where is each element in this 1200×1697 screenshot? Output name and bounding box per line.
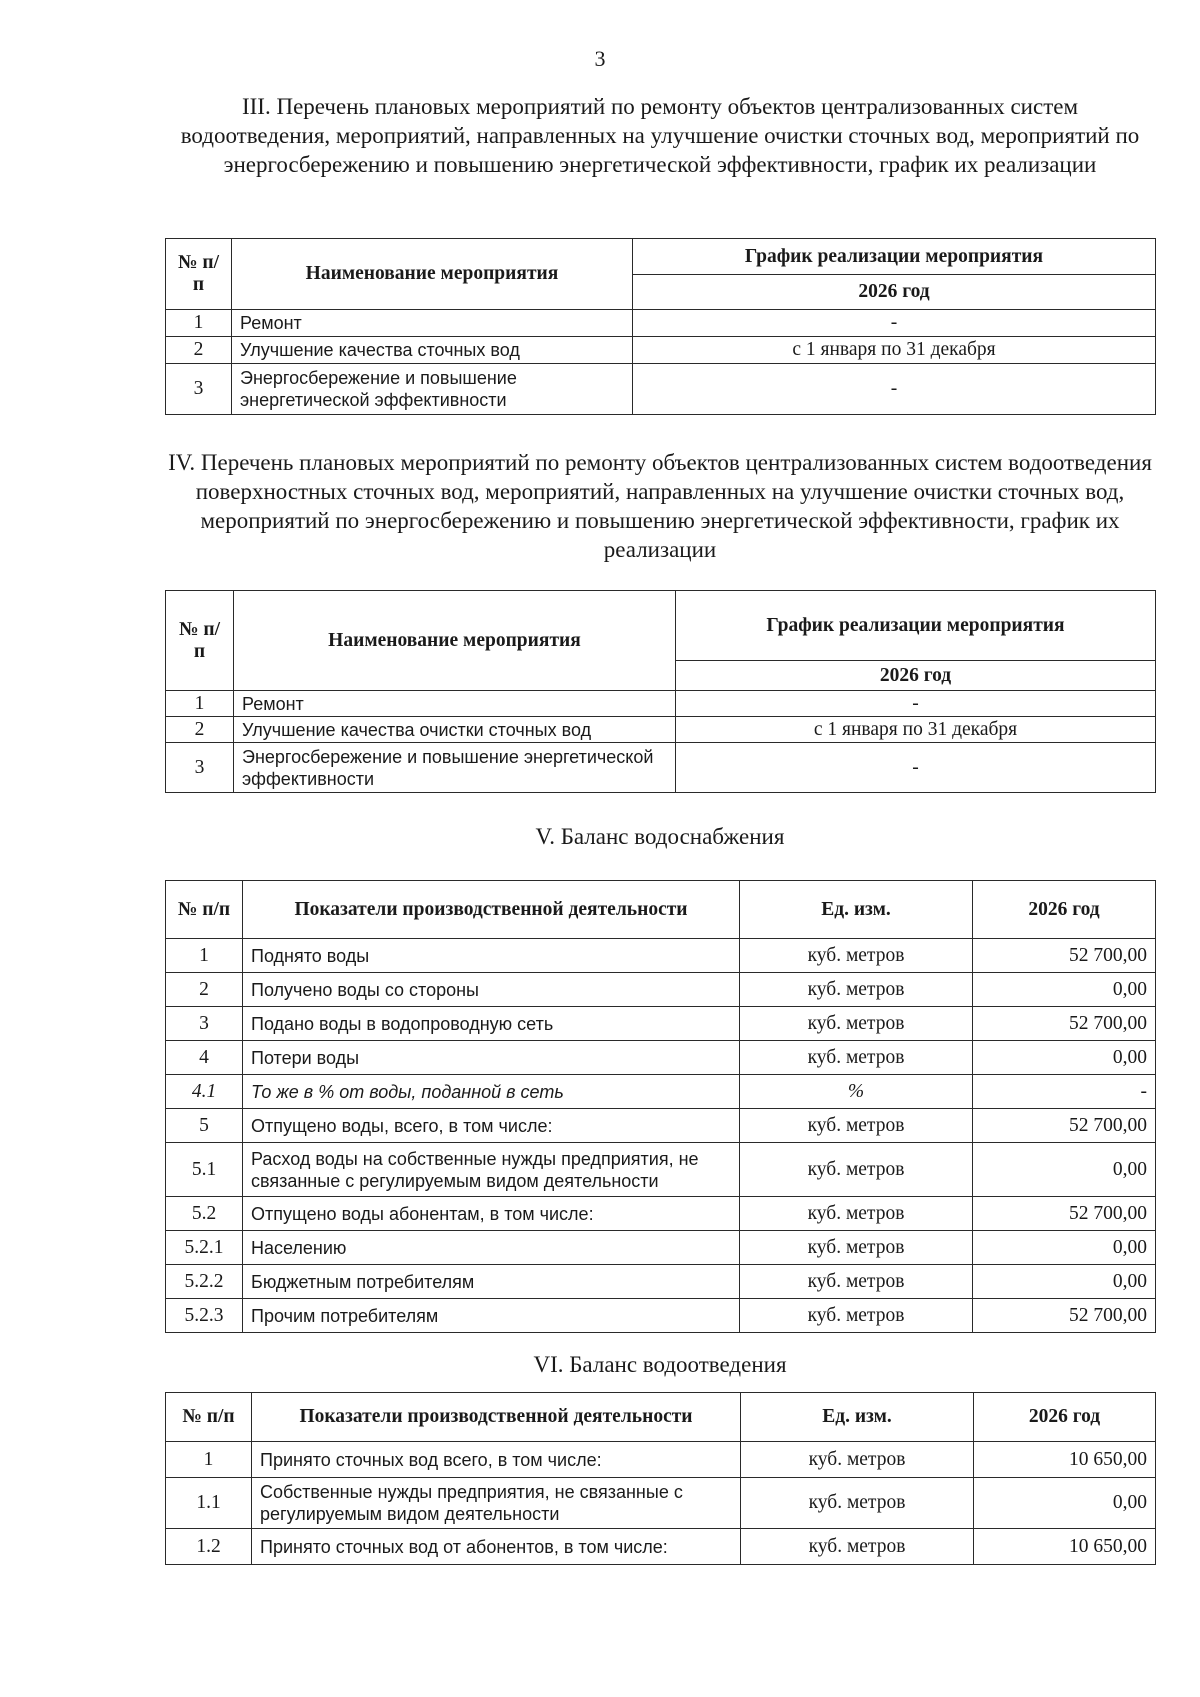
table-row (166, 973, 1156, 1007)
section-3-title: III. Перечень плановых мероприятий по ремонту объектов централизованных систем водоотведения, мероприятий, направленных на улучшение очистки сточных вод, мероприятий по энергосбережению и повышению энергетической эффективности, график их реализации (180, 94, 1140, 177)
header-schedule: График реализации мероприятия (676, 591, 1156, 661)
section-4-table (165, 590, 1156, 793)
row-num: 3 (166, 1007, 243, 1041)
header-indicator: Показатели производственной деятельности (252, 1393, 741, 1442)
row-num: 1 (166, 691, 234, 717)
row-unit: куб. метров (740, 939, 973, 973)
row-name: Бюджетным потребителям (243, 1265, 740, 1299)
header-year: 2026 год (633, 275, 1156, 310)
row-period: с 1 января по 31 декабря (676, 717, 1156, 743)
table-row (166, 1478, 1156, 1529)
table-row (166, 691, 1156, 717)
table-row (166, 1075, 1156, 1109)
table-row (166, 364, 1156, 415)
row-unit: куб. метров (740, 1007, 973, 1041)
table-row (166, 1231, 1156, 1265)
page-number: 3 (594, 46, 606, 71)
row-name: Подано воды в водопроводную сеть (243, 1007, 740, 1041)
row-name: Отпущено воды, всего, в том числе: (243, 1109, 740, 1143)
row-value: 10 650,00 (974, 1442, 1156, 1478)
row-value: 0,00 (973, 1231, 1156, 1265)
row-name: Принято сточных вод от абонентов, в том числе: (252, 1529, 741, 1565)
header-year: 2026 год (973, 881, 1156, 939)
table-row (166, 1143, 1156, 1197)
header-year: 2026 год (974, 1393, 1156, 1442)
row-num: 2 (166, 973, 243, 1007)
row-name: Населению (243, 1231, 740, 1265)
row-name: Принято сточных вод всего, в том числе: (252, 1442, 741, 1478)
row-num: 3 (166, 364, 232, 415)
row-value: 52 700,00 (973, 939, 1156, 973)
row-unit: куб. метров (740, 1041, 973, 1075)
row-value: 0,00 (973, 1041, 1156, 1075)
row-value: 0,00 (973, 1143, 1156, 1197)
table-row (166, 1109, 1156, 1143)
row-num: 5.2.1 (166, 1231, 243, 1265)
row-num: 1.2 (166, 1529, 252, 1565)
row-unit: % (740, 1075, 973, 1109)
row-num: 4.1 (166, 1075, 243, 1109)
table-row (166, 1442, 1156, 1478)
row-name: Прочим потребителям (243, 1299, 740, 1333)
row-name: Поднято воды (243, 939, 740, 973)
row-num: 5.2.2 (166, 1265, 243, 1299)
row-value: 52 700,00 (973, 1109, 1156, 1143)
row-num: 4 (166, 1041, 243, 1075)
table-row (166, 717, 1156, 743)
row-name: Получено воды со стороны (243, 973, 740, 1007)
row-num: 5 (166, 1109, 243, 1143)
table-row (166, 310, 1156, 337)
row-num: 1 (166, 939, 243, 973)
row-unit: куб. метров (740, 973, 973, 1007)
header-name: Наименование мероприятия (232, 239, 633, 310)
row-unit: куб. метров (741, 1478, 974, 1529)
row-name: То же в % от воды, поданной в сеть (243, 1075, 740, 1109)
header-unit: Ед. изм. (741, 1393, 974, 1442)
row-num: 2 (166, 717, 234, 743)
row-name: Улучшение качества сточных вод (232, 337, 633, 364)
header-year: 2026 год (676, 661, 1156, 691)
table-row (166, 743, 1156, 793)
row-value: - (973, 1075, 1156, 1109)
table-row (166, 1041, 1156, 1075)
row-value: 0,00 (973, 973, 1156, 1007)
section-6-table (165, 1392, 1156, 1565)
header-num: № п/п (166, 1393, 252, 1442)
row-value: 52 700,00 (973, 1007, 1156, 1041)
row-value: 52 700,00 (973, 1197, 1156, 1231)
header-indicator: Показатели производственной деятельности (243, 881, 740, 939)
header-num: № п/п (166, 239, 232, 310)
header-num: № п/п (166, 881, 243, 939)
table-row (166, 337, 1156, 364)
section-3-table (165, 238, 1156, 415)
row-period: с 1 января по 31 декабря (633, 337, 1156, 364)
row-name: Энергосбережение и повышение энергетической эффективности (234, 743, 676, 793)
row-num: 3 (166, 743, 234, 793)
row-unit: куб. метров (740, 1109, 973, 1143)
table-row (166, 939, 1156, 973)
row-name: Ремонт (232, 310, 633, 337)
table-row (166, 1299, 1156, 1333)
row-num: 5.2 (166, 1197, 243, 1231)
row-unit: куб. метров (741, 1529, 974, 1565)
row-name: Потери воды (243, 1041, 740, 1075)
row-period: - (676, 691, 1156, 717)
section-4-title: IV. Перечень плановых мероприятий по ремонту объектов централизованных систем водоотведения поверхностных сточных вод, мероприятий, направленных на улучшение очистки сточных вод, мероприятий по энергосбережению и повышению энергетической эффективности, график их реализации (168, 450, 1152, 562)
row-unit: куб. метров (740, 1231, 973, 1265)
row-unit: куб. метров (740, 1143, 973, 1197)
row-num: 5.2.3 (166, 1299, 243, 1333)
row-value: 0,00 (974, 1478, 1156, 1529)
table-row (166, 1197, 1156, 1231)
row-num: 2 (166, 337, 232, 364)
section-5-title: V. Баланс водоснабжения (535, 824, 785, 849)
row-name: Улучшение качества очистки сточных вод (234, 717, 676, 743)
table-row (166, 1265, 1156, 1299)
header-schedule: График реализации мероприятия (633, 239, 1156, 275)
table-row (166, 1529, 1156, 1565)
row-period: - (633, 364, 1156, 415)
header-unit: Ед. изм. (740, 881, 973, 939)
row-period: - (633, 310, 1156, 337)
header-name: Наименование мероприятия (234, 591, 676, 691)
header-num: № п/п (166, 591, 234, 691)
row-unit: куб. метров (740, 1299, 973, 1333)
row-unit: куб. метров (740, 1197, 973, 1231)
table-row (166, 1007, 1156, 1041)
section-5-table (165, 880, 1156, 1333)
row-value: 0,00 (973, 1265, 1156, 1299)
row-unit: куб. метров (741, 1442, 974, 1478)
row-unit: куб. метров (740, 1265, 973, 1299)
row-num: 1 (166, 310, 232, 337)
row-name: Собственные нужды предприятия, не связанные с регулируемым видом деятельности (252, 1478, 741, 1529)
row-num: 1 (166, 1442, 252, 1478)
row-num: 1.1 (166, 1478, 252, 1529)
row-name: Отпущено воды абонентам, в том числе: (243, 1197, 740, 1231)
row-num: 5.1 (166, 1143, 243, 1197)
section-6-title: VI. Баланс водоотведения (533, 1352, 787, 1377)
row-name: Расход воды на собственные нужды предприятия, не связанные с регулируемым видом деятельности (243, 1143, 740, 1197)
row-value: 10 650,00 (974, 1529, 1156, 1565)
row-name: Энергосбережение и повышение энергетической эффективности (232, 364, 633, 415)
row-period: - (676, 743, 1156, 793)
row-value: 52 700,00 (973, 1299, 1156, 1333)
row-name: Ремонт (234, 691, 676, 717)
